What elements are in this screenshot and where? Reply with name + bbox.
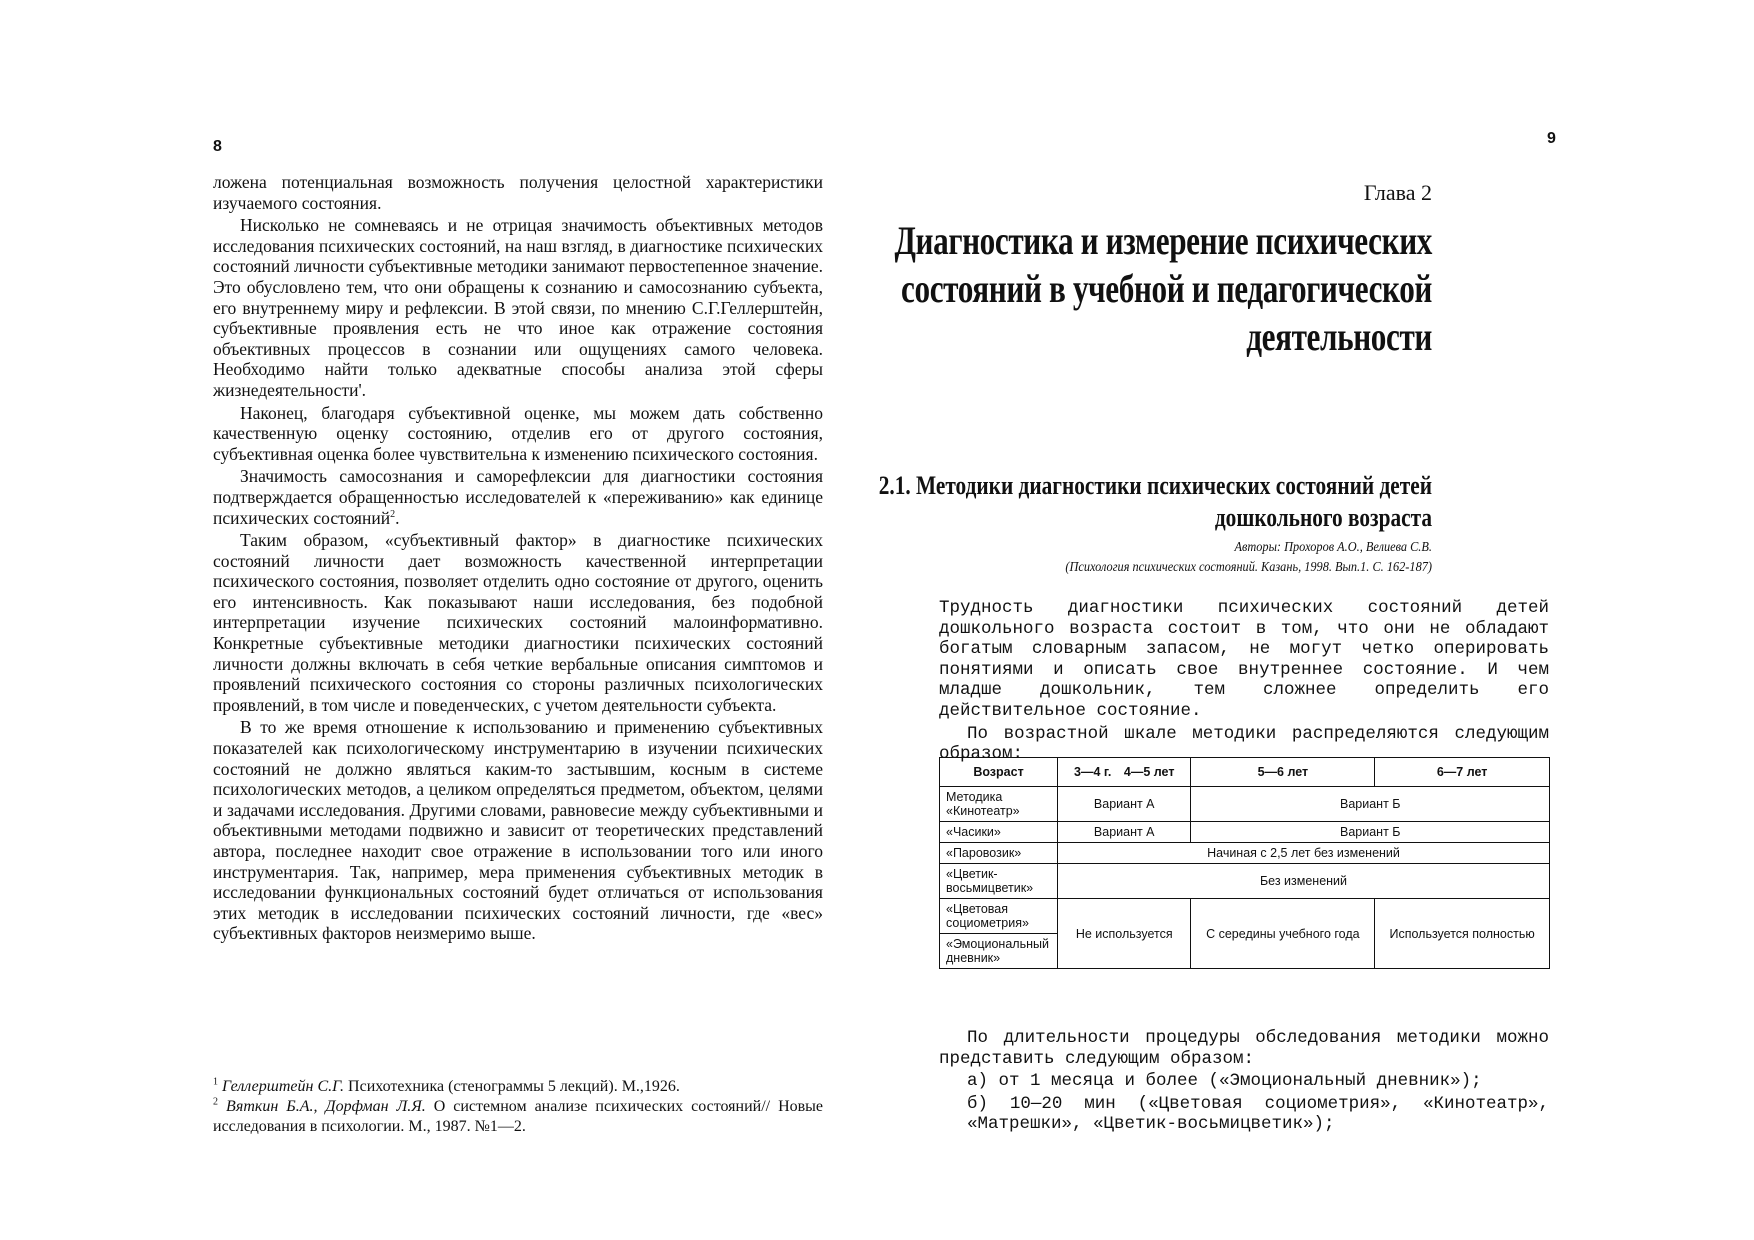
intro-text bbox=[939, 598, 1549, 767]
footnote: $^2$ Вяткин Б.А., Дорфман Л.Я. О системном анализе психических состояний// Новые исследования в психологии. М., 1987. №1—2. bbox=[213, 1096, 824, 1135]
footnote-mark: 2 bbox=[390, 508, 396, 520]
header-6-7: 6—7 лет bbox=[1375, 758, 1550, 787]
section-title: 2.1. Методики диагностики психических состояний детей дошкольного возраста bbox=[878, 471, 1432, 532]
age-scale-table bbox=[939, 757, 1550, 969]
table-row: Методика «Кинотеатр» Вариант А Вариант Б bbox=[940, 787, 1550, 822]
list-item: а) от 1 месяца и более («Эмоциональный дневник»); bbox=[967, 1071, 1482, 1092]
table-row: «Цветовая социометрия» Не используется С середины учебного года Используется полностью bbox=[940, 899, 1550, 934]
table-row: «Часики» Вариант А Вариант Б bbox=[940, 822, 1550, 843]
right-page bbox=[877, 0, 1754, 1240]
footnote: $^1$ Геллерштейн С.Г. Психотехника (стенограммы 5 лекций). М.,1926. bbox=[213, 1076, 680, 1095]
paragraph: По длительности процедуры обследования методики можно представить следующим образом: bbox=[939, 1028, 1549, 1069]
paragraph: Трудность диагностики психических состояний детей дошкольного возраста состоит в том, что они не обладают богатым словарным запасом, не могут четко оперировать понятиями и описать свое внутреннее состояние. И чем младше дошкольник, тем сложнее определить его действительное состояние. bbox=[939, 598, 1549, 721]
footnotes bbox=[213, 1077, 823, 1137]
chapter-title: Диагностика и измерение психических состояний в учебной и педагогической деятельности bbox=[894, 218, 1432, 359]
paragraph: Значимость самосознания и саморефлексии для диагностики состояния подтверждается обращенностью исследователей к «переживанию» как единице психических состояний$^2$. bbox=[213, 466, 823, 528]
body-text bbox=[213, 172, 823, 946]
table-row: «Эмоциональный дневник» bbox=[940, 934, 1550, 969]
table-header-row bbox=[940, 758, 1550, 787]
paragraph: Нисколько не сомневаясь и не отрицая значимость объективных методов исследования психических состояний, на наш взгляд, в диагностике психических состояний личности субъективные методики занимают первостепенное значение. Это обусловлено тем, что они обращены к сознанию и самосознанию субъекта, его внутреннему миру и рефлексии. В этой связи, по мнению С.Г.Геллерштейн, субъективные проявления есть не что иное как отражение состояния объективных процессов в сознании или ощущениях самого человека. Необходимо найти только адекватные способы анализа этой сферы жизнедеятельности'. bbox=[213, 215, 823, 400]
duration-text bbox=[939, 1028, 1549, 1137]
table-row: «Паровозик» Начиная с 2,5 лет без изменений bbox=[940, 843, 1550, 864]
authors-credit: Авторы: Прохоров А.О., Велиева С.В. (Психология психических состояний. Казань, 1998. Вып.1. С. 162-187) bbox=[1065, 540, 1432, 575]
header-3-5: 3—4 г. 4—5 лет bbox=[1058, 758, 1191, 787]
page-number: 8 bbox=[213, 138, 222, 155]
chapter-label: Глава 2 bbox=[1363, 180, 1432, 205]
paragraph: По возрастной шкале методики распределяются следующим образом: bbox=[939, 723, 1549, 765]
page-number: 9 bbox=[1547, 130, 1556, 147]
list-item: б) 10—20 мин («Цветовая социометрия», «Кинотеатр», «Матрешки», «Цветик-восьмицветик»); bbox=[967, 1093, 1549, 1135]
paragraph: В то же время отношение к использованию и применению субъективных показателей как психологическому инструментарию в изучении психических состояний не должно являться каким-то застывшим, косным в системе психологических методов, а целиком определяться предметом, объектом, целями и задачами исследования. Другими словами, равновесие между субъективными и объективными методами подвижно и зависит от теоретических представлений автора, последнее находит свое отражение в использовании того или иного инструментария. Так, например, мера применения субъективных методик в исследовании функциональных состояний будет отличаться от использования этих методик в исследовании психических состояний личности, где «вес» субъективных факторов неизмеримо выше. bbox=[213, 717, 823, 944]
paragraph: Таким образом, «субъективный фактор» в диагностике психических состояний личности дает возможность качественной интерпретации психического состояния, позволяет отделить одно состояние от другого, оценить его интенсивность. Как показывают наши исследования, без подобной интерпретации изучение психических состояний малоинформативно. Конкретные субъективные методики диагностики психических состояний личности должны включать в себя четкие вербальные описания симптомов и проявлений психического состояния со стороны различных психологических проявлений, в том числе и поведенческих, с учетом деятельности субъекта. bbox=[213, 530, 823, 715]
paragraph: Наконец, благодаря субъективной оценке, мы можем дать собственно качественную оценку состоянию, отделив его от другого состояния, субъективная оценка более чувствительна к изменению психического состояния. bbox=[213, 402, 823, 464]
header-age: Возраст bbox=[940, 758, 1058, 787]
paragraph: ложена потенциальная возможность получения целостной характеристики изучаемого состояния. bbox=[213, 172, 823, 213]
table-row: «Цветик-восьмицветик» Без изменений bbox=[940, 864, 1550, 899]
header-5-6: 5—6 лет bbox=[1191, 758, 1375, 787]
